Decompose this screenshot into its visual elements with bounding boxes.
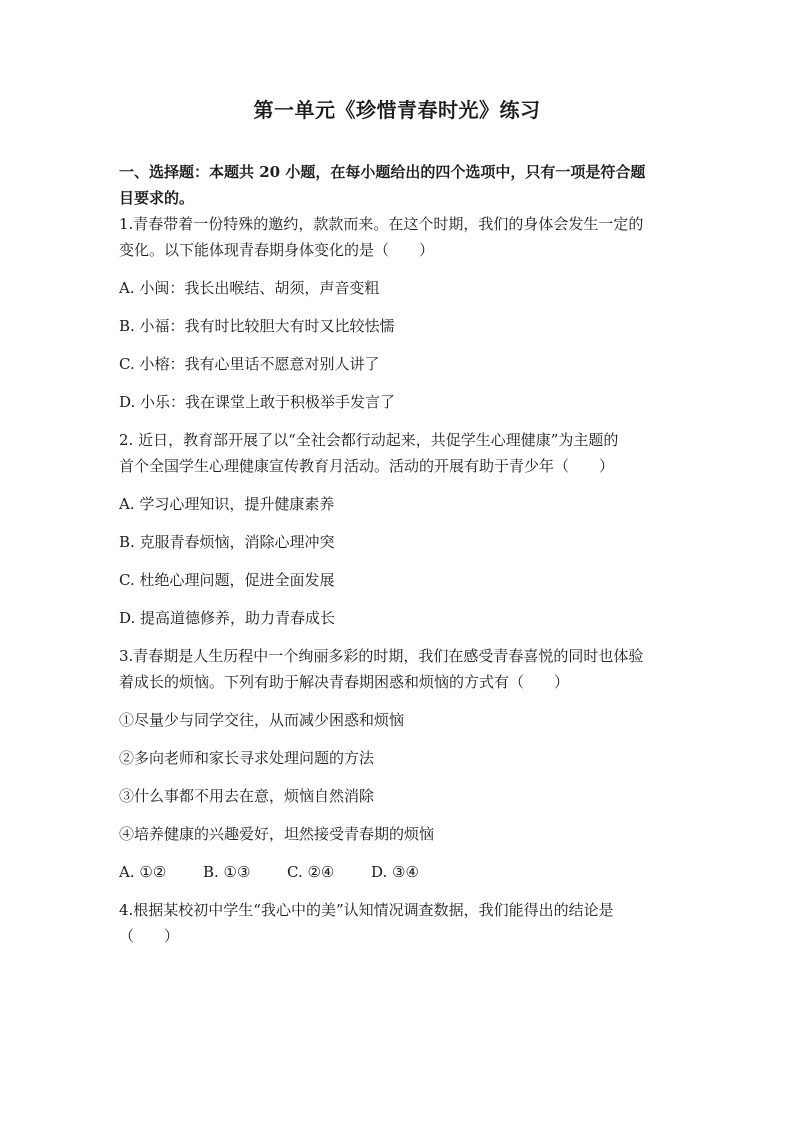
- option-a: A. 小闽：我长出喉结、胡须，声音变粗: [119, 279, 380, 297]
- statement-4: ④培养健康的兴趣爱好，坦然接受青春期的烦恼: [119, 825, 435, 843]
- question-3: [119, 643, 679, 885]
- statement-1: ①尽量少与同学交往，从而减少困惑和烦恼: [119, 711, 405, 729]
- page-title: 第一单元《珍惜青春时光》练习: [253, 98, 541, 122]
- statement-2: ②多向老师和家长寻求处理问题的方法: [119, 749, 375, 767]
- question-stem: 变化。以下能体现青春期身体变化的是（ ）: [119, 241, 435, 259]
- options-row: [119, 859, 679, 885]
- question-4: [119, 897, 679, 949]
- option-d: D. 小乐：我在课堂上敢于积极举手发言了: [119, 393, 396, 411]
- statement-3: ③什么事都不用去在意，烦恼自然消除: [119, 787, 375, 805]
- section-heading-line2: 目要求的。: [119, 189, 195, 207]
- question-stem: 着成长的烦恼。下列有助于解决青春期困惑和烦恼的方式有（ ）: [119, 673, 570, 691]
- option-a: A. 学习心理知识，提升健康素养: [119, 495, 335, 513]
- document-body: [119, 159, 679, 949]
- section-heading-line1: 一、选择题：本题共 20 小题，在每小题给出的四个选项中，只有一项是符合题: [119, 163, 646, 181]
- question-1: [119, 211, 679, 415]
- question-stem: 首个全国学生心理健康宣传教育月活动。活动的开展有助于青少年（ ）: [119, 457, 615, 475]
- option-b: B. ①③: [203, 863, 251, 881]
- question-stem: 3.青春期是人生历程中一个绚丽多彩的时期，我们在感受青春喜悦的同时也体验: [119, 647, 644, 665]
- option-c: C. 小榕：我有心里话不愿意对别人讲了: [119, 355, 380, 373]
- option-a: A. ①②: [119, 863, 167, 881]
- question-2: [119, 427, 679, 631]
- question-stem: 2. 近日，教育部开展了以“全社会都行动起来，共促学生心理健康”为主题的: [119, 431, 619, 449]
- question-stem: （ ）: [119, 927, 180, 945]
- question-stem: 1.青春带着一份特殊的邀约，款款而来。在这个时期，我们的身体会发生一定的: [119, 215, 644, 233]
- option-c: C. 杜绝心理问题，促进全面发展: [119, 571, 335, 589]
- question-stem: 4.根据某校初中学生“我心中的美”认知情况调查数据，我们能得出的结论是: [119, 901, 614, 919]
- option-d: D. 提高道德修养，助力青春成长: [119, 609, 336, 627]
- option-c: C. ②④: [287, 863, 335, 881]
- option-d: D. ③④: [371, 863, 419, 881]
- option-b: B. 克服青春烦恼，消除心理冲突: [119, 533, 335, 551]
- option-b: B. 小福：我有时比较胆大有时又比较怯懦: [119, 317, 395, 335]
